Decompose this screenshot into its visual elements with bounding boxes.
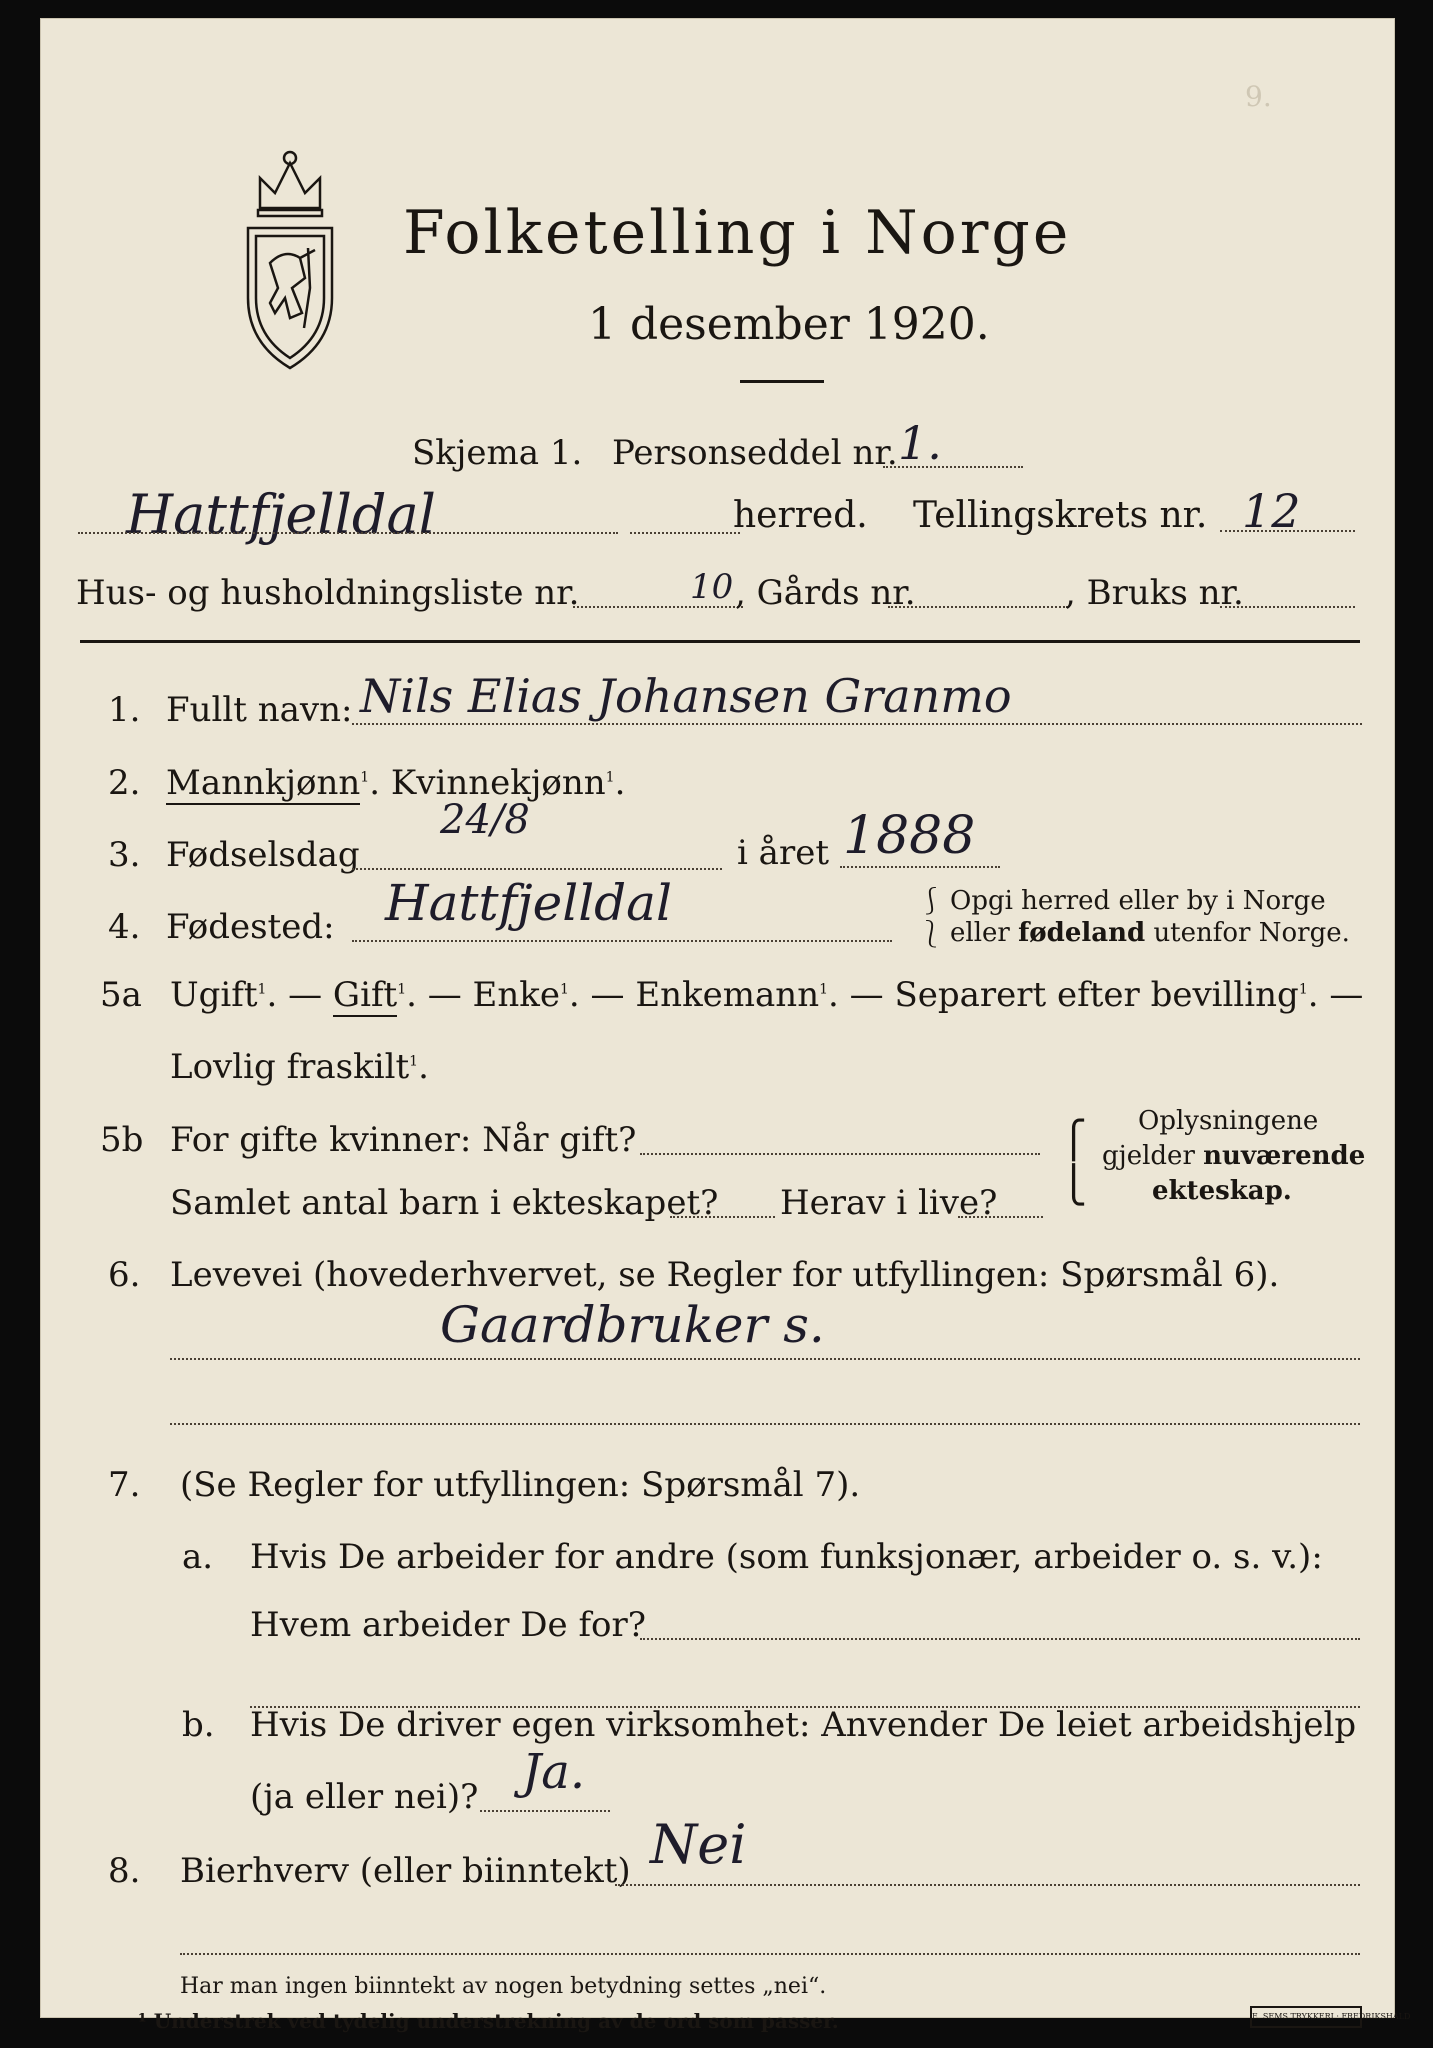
occupation-value[interactable]: Gaardbruker s.	[440, 1296, 825, 1354]
q4-label: Fødested:	[166, 907, 335, 947]
q5b-married-line	[640, 1153, 1040, 1155]
q5b-alive-line	[958, 1216, 1043, 1218]
q3-year-label: i året	[737, 833, 829, 873]
q5a-options: Ugift$^1$. — Gift$^1$. — Enke$^1$. — Enkemann$^1$. — Separert efter bevilling$^1$. —	[170, 975, 1364, 1015]
q7b-number: b.	[182, 1705, 215, 1745]
q7a-label: Hvis De arbeider for andre (som funksjonær, arbeider o. s. v.):	[250, 1537, 1323, 1577]
q4-note-fodeland: fødeland	[1018, 918, 1146, 948]
personseddel-label: Personseddel nr.	[612, 433, 898, 473]
herred-label: herred.	[733, 495, 868, 536]
q5b-children-line	[670, 1216, 775, 1218]
q5b-children-label: Samlet antal barn i ekteskapet?	[170, 1183, 719, 1223]
birth-year-value[interactable]: 1888	[843, 806, 976, 866]
q5a-number: 5a	[100, 975, 142, 1015]
marital-enkemann-option[interactable]: Enkemann	[635, 975, 820, 1015]
q5b-alive-label: Herav i live?	[780, 1183, 998, 1223]
norwegian-coat-of-arms-icon	[230, 138, 350, 378]
q7b-label: Hvis De driver egen virksomhet: Anvender De leiet arbeidshjelp	[250, 1705, 1357, 1745]
q7a-who-line	[640, 1638, 1360, 1640]
full-name-value[interactable]: Nils Elias Johansen Granmo	[360, 669, 1012, 723]
q2-options: Mannkjønn$^1$. Kvinnekjønn$^1$.	[166, 763, 626, 803]
q5b-note-2	[1102, 1143, 1365, 1169]
q2-number: 2.	[108, 763, 141, 803]
q6-label: Levevei (hovederhvervet, se Regler for utfyllingen: Spørsmål 6).	[170, 1255, 1280, 1295]
q5b-brace: ⎧ ⎩	[1060, 1120, 1087, 1206]
q1-label: Fullt navn:	[166, 690, 353, 730]
q4-note-utenfor: utenfor Norge.	[1153, 918, 1350, 948]
bruks-line	[1220, 606, 1355, 608]
schema-label: Skjema 1.	[412, 433, 583, 473]
q4-note-eller: eller	[950, 918, 1010, 948]
header-divider	[80, 640, 1360, 643]
gards-line	[888, 606, 1068, 608]
sex-female-option[interactable]: Kvinnekjønn	[390, 763, 606, 803]
q4-note-line-2	[950, 920, 1350, 946]
secondary-income-value[interactable]: Nei	[650, 1813, 747, 1876]
q3-line	[352, 868, 722, 870]
sex-male-option[interactable]: Mannkjønn	[166, 763, 361, 803]
q4-number: 4.	[108, 907, 141, 947]
herred-value[interactable]: Hattfjelldal	[126, 483, 436, 546]
q4-brace: ⎰ ⎱	[918, 887, 945, 950]
birth-day-value[interactable]: 24/8	[440, 797, 530, 843]
form-title: Folketelling i Norge	[403, 198, 1072, 268]
q7a-number: a.	[182, 1537, 214, 1577]
tellingskrets-value[interactable]: 12	[1242, 484, 1301, 538]
q3-number: 3.	[108, 835, 141, 875]
marital-ugift-option[interactable]: Ugift	[170, 975, 258, 1015]
personseddel-value[interactable]: 1.	[898, 416, 942, 470]
census-form-page	[40, 18, 1411, 2033]
marital-enke-option[interactable]: Enke	[472, 975, 560, 1015]
marital-separert-option[interactable]: Separert efter bevilling	[894, 975, 1299, 1015]
q8-line-2	[180, 1953, 1360, 1955]
q7-number: 7.	[108, 1465, 141, 1505]
printer-stamp: E. SEMS TRYKKERI · FREDRIKSHALD	[1250, 2006, 1362, 2028]
footer-instruction: ¹ Understrek ved tydelig understrekning av de ord som passer.	[138, 2009, 839, 2033]
q8-line	[615, 1884, 1360, 1886]
q6-line-1	[170, 1358, 1360, 1360]
q7b-line	[480, 1810, 610, 1812]
q5b-note-1: Oplysningene	[1138, 1106, 1319, 1136]
q5b-number: 5b	[100, 1120, 144, 1160]
census-date: 1 desember 1920.	[588, 299, 990, 350]
q3-label: Fødselsdag	[166, 835, 360, 875]
q7a-who-label: Hvem arbeider De for?	[250, 1605, 646, 1645]
q4-note-line-1: Opgi herred eller by i Norge	[950, 886, 1326, 916]
q6-number: 6.	[108, 1255, 141, 1295]
herred-line	[78, 532, 618, 534]
q5b-note-nuvaerende: nuværende	[1203, 1141, 1366, 1171]
marital-gift-option[interactable]: Gift	[332, 975, 398, 1015]
birthplace-value[interactable]: Hattfjelldal	[385, 874, 672, 932]
q1-number: 1.	[108, 690, 141, 730]
hus-value[interactable]: 10	[690, 567, 734, 607]
hus-label: Hus- og husholdningsliste nr.	[76, 573, 580, 613]
q7-label: (Se Regler for utfyllingen: Spørsmål 7).	[180, 1465, 861, 1505]
marital-fraskilt-option[interactable]: Lovlig fraskilt	[170, 1047, 410, 1087]
q3-year-line	[840, 866, 1000, 868]
herred-line-2	[630, 532, 740, 534]
q5b-label: For gifte kvinner: Når gift?	[170, 1120, 637, 1160]
hired-help-value[interactable]: Ja.	[522, 1744, 586, 1800]
tellingskrets-label: Tellingskrets nr.	[913, 495, 1208, 536]
q7b-yesno-label: (ja eller nei)?	[250, 1777, 479, 1817]
title-divider	[740, 380, 824, 383]
q6-line-2	[170, 1423, 1360, 1425]
q5a-fraskilt-row: Lovlig fraskilt$^1$.	[170, 1047, 429, 1087]
q8-number: 8.	[108, 1851, 141, 1891]
q4-line	[352, 940, 892, 942]
bruks-label: , Bruks nr.	[1065, 573, 1244, 613]
bleed-through-text: 9.	[1245, 80, 1272, 113]
q1-line	[352, 723, 1362, 725]
gards-label: , Gårds nr.	[735, 573, 916, 613]
q8-label: Bierhverv (eller biinntekt)	[180, 1851, 631, 1891]
footer-note: Har man ingen biinntekt av nogen betydning settes „nei“.	[180, 1974, 827, 1999]
q5b-note-gjelder: gjelder	[1102, 1141, 1195, 1171]
q5b-note-3: ekteskap.	[1152, 1176, 1292, 1206]
